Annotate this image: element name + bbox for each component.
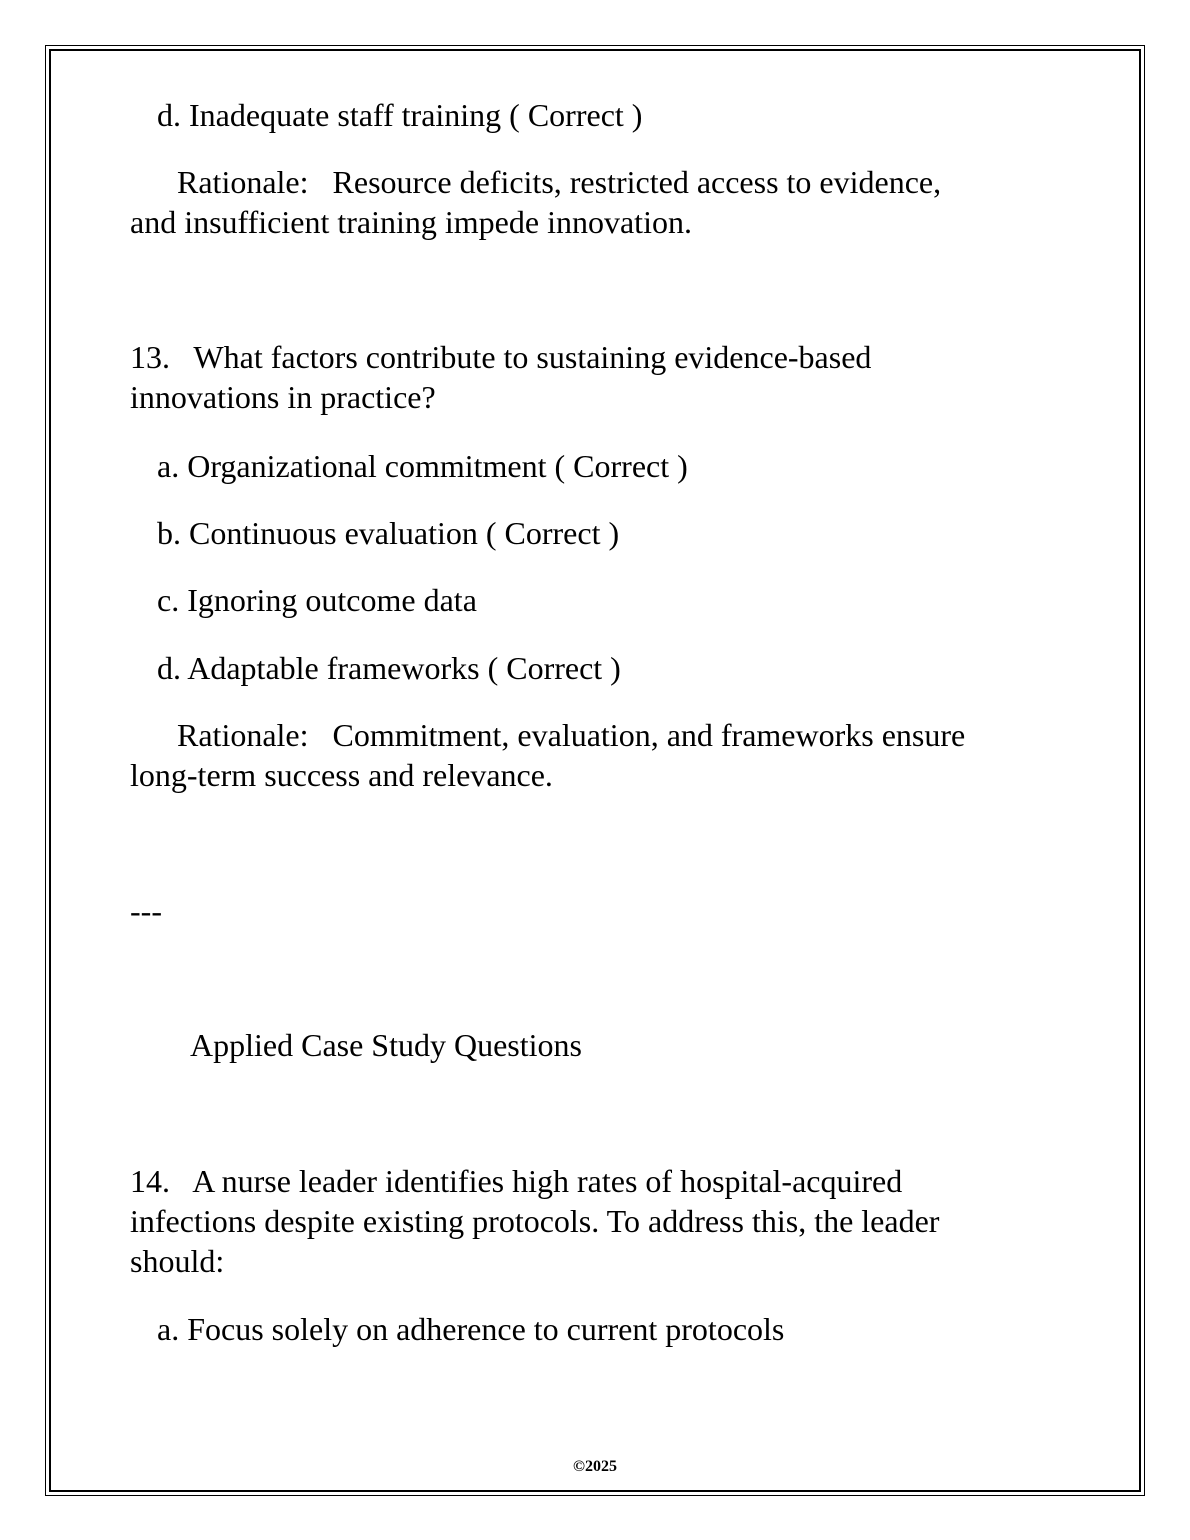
q13-question-line-1: 13. What factors contribute to sustaining evidence-based xyxy=(130,339,872,375)
q14-option-a: a. Focus solely on adherence to current protocols xyxy=(157,1311,785,1347)
q13-option-d: d. Adaptable frameworks ( Correct ) xyxy=(157,650,621,686)
q12-rationale-line-2: and insufficient training impede innovation. xyxy=(130,204,692,240)
q14-question-line-1: 14. A nurse leader identifies high rates of hospital-acquired xyxy=(130,1163,903,1199)
q14-question-line-2: infections despite existing protocols. To address this, the leader xyxy=(130,1203,940,1239)
q13-rationale-line-1: Rationale: Commitment, evaluation, and frameworks ensure xyxy=(177,717,966,753)
q13-option-c: c. Ignoring outcome data xyxy=(157,582,477,618)
q14-question-line-3: should: xyxy=(130,1243,225,1279)
q13-option-a: a. Organizational commitment ( Correct ) xyxy=(157,448,688,484)
q13-rationale-line-2: long-term success and relevance. xyxy=(130,757,553,793)
footer-copyright: ©2025 xyxy=(573,1458,617,1475)
separator: --- xyxy=(130,893,162,929)
q13-option-b: b. Continuous evaluation ( Correct ) xyxy=(157,515,620,551)
q12-rationale-line-1: Rationale: Resource deficits, restricted access to evidence, xyxy=(177,164,942,200)
section-heading: Applied Case Study Questions xyxy=(190,1027,582,1063)
q13-question-line-2: innovations in practice? xyxy=(130,379,436,415)
q12-option-d: d. Inadequate staff training ( Correct ) xyxy=(157,97,643,133)
